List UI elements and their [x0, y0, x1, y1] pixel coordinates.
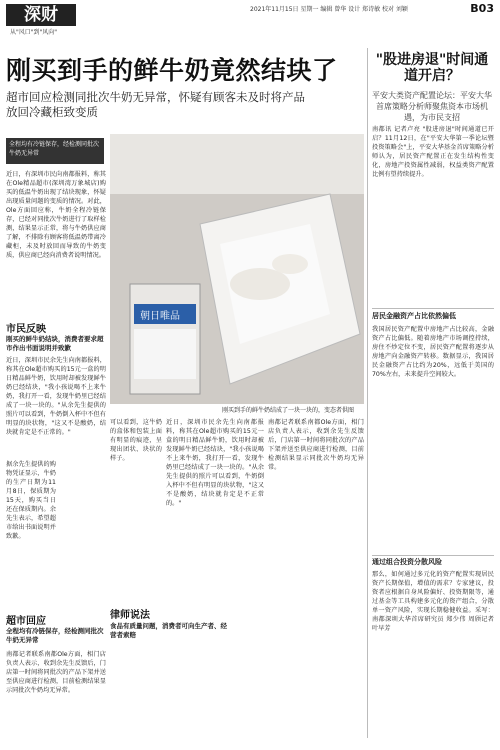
side-section-title-2: 居民金融资产占比依然偏低	[372, 312, 456, 320]
section-text-1: 近日，深圳市民余先生向南都报料，称其在Ole超市购买的15元一盒的明日精品鲜牛奶，饮用时却被发现鲜牛奶已经结块，"我小孩说喝不上来牛奶，我打开一看，发现牛奶里已经结成了一块一块的。"从余先生提供的照片可以看到，牛奶倒入杯中不但有明显的块状物，"这又不是酸奶，结块就肯定是不正常的。"	[6, 357, 106, 436]
section-title-1: 市民反映	[6, 324, 46, 335]
pull-quote: 可以看到，这牛奶的盒体和包装上面有明显的痕迹，呈现出团状、块状的样子。	[110, 419, 162, 462]
side-article-title: "股进房退"时间通道开启？	[375, 52, 489, 84]
section-title-3: 律师说法	[110, 610, 150, 621]
issue-meta: 2021年11月15日 星期一 编辑 曾华 设计 郑诗敏 校对 刘颖	[250, 6, 408, 13]
section-text-1b: 据余先生提供的购物凭证显示，牛奶的生产日期为11月8日，保质期为15天，购买当日还在保质期内。余先生表示，希望超市给出书面说明并致歉。	[6, 461, 56, 540]
section-subtitle-2: 全程均有冷链保存，经检测同批次牛奶无异常	[6, 627, 104, 644]
side-article-text-2: 我国居民资产配置中房地产占比较高，金融资产占比偏低。随着房地产市场调控持续，房住不炒定位不变，居民资产配置将逐步从房地产向金融资产转移。数据显示，我国居民金融资产占比约为20%，远低于美国的70%左右，未来提升空间较大。	[372, 326, 494, 378]
headline: 刚买到手的鲜牛奶竟然结块了	[6, 56, 338, 85]
svg-text:朝日唯品: 朝日唯品	[140, 311, 180, 322]
section-text-2: 南都记者联系南都Ole方面，相门店负责人表示，收到余先生反馈后，门店第一时间将同批次的产品下架并送至供应商进行检测，目前检测结果显示同批次牛奶均无异常。	[6, 651, 106, 694]
page-number: B03	[470, 2, 494, 15]
side-section-title-3: 通过组合投资分散风险	[372, 558, 442, 566]
column-divider	[367, 48, 368, 738]
article-intro: 近日，有深圳市民向南都报料，称其在Ole精品超市(深圳湾万象城店)购买的低温牛奶出现了结块现象，怀疑出现质量问题的变质的情况。对此，Ole方面回应称，牛奶全程冷链保存，已经对同批次牛奶进行了取样检测，结果显示正常，将与牛奶供应商了解，不排除有顾客将低温奶带离冷藏柜，未及时放回而导致的牛奶变质，供应商已经向消费者说明情况。	[6, 171, 106, 259]
milk-carton-photo	[110, 134, 364, 404]
side-article-header	[370, 52, 494, 123]
side-article-text-1: 南都讯 记者卢亮 "股进房退"时间通道已开启？11月12日，在"平安大华第一季论坛暨投资策略会"上，平安大华基金首席策略分析师认为，居民资产配置正在发生结构性变化，房地产投资属性减弱，权益类资产配置比例有望持续提升。	[372, 126, 494, 178]
subheadline: 超市回应检测同批次牛奶无异常，怀疑有顾客未及时将产品放回冷藏柜致变质	[6, 90, 305, 119]
side-article-subtitle: 平安大类资产配置论坛：平安大华首席策略分析师聚焦资本市场机遇，为市民支招	[372, 91, 492, 122]
section-subtitle-1: 刚买的鲜牛奶结块，消费者要求超市作出书面说明并致歉	[6, 335, 104, 352]
section-title-2: 超市回应	[6, 616, 46, 627]
side-divider-2	[372, 555, 494, 556]
side-article-text-3: 那么，如何通过多元化的资产配置实现居民资产长期保值，增值的需求？专家建议，投资者应根据自身风险偏好、投资期限等，通过基金等工具构建多元化的资产组合，分散单一资产风险，实现长期稳健收益。采写：南都深圳大华首席研究员 郑少伟 周颀记者 叶早芳	[372, 571, 494, 632]
article-photo	[110, 134, 364, 404]
section-subtitle: 从"风口"到"风向"	[10, 29, 58, 36]
intro-box	[6, 138, 104, 164]
photo-caption: 刚买到手的鲜牛奶结成了一块一块的，变态者供图	[222, 407, 355, 414]
page-header	[0, 0, 500, 40]
side-divider-1	[372, 308, 494, 309]
section-subtitle-3: 食品有质量问题，消费者可向生产者、经营者索赔	[110, 622, 227, 639]
middle-column-2: 南都记者联系南都Ole方面，相门店负责人表示，收到余先生反馈后，门店第一时间将同批次的产品下架并送至供应商进行检测，目前检测结果显示同批次牛奶均无异常。	[268, 419, 364, 471]
middle-column-1: 近日，深圳市民余先生向南都报料，称其在Ole超市购买的15元一盒的明日精品鲜牛奶，饮用时却被发现鲜牛奶已经结块，"我小孩说喝不上来牛奶，我打开一看，发现牛奶里已经结成了一块一块的。"从余先生提供的照片可以看到，牛奶倒入杯中不但有明显的块状物，"这又不是酸奶，结块就肯定是不正常的。"	[166, 419, 264, 507]
intro-box-text: 全程均有冷链保存，经检测同批次牛奶无异常	[9, 141, 100, 157]
section-tag: 深财	[6, 4, 76, 26]
